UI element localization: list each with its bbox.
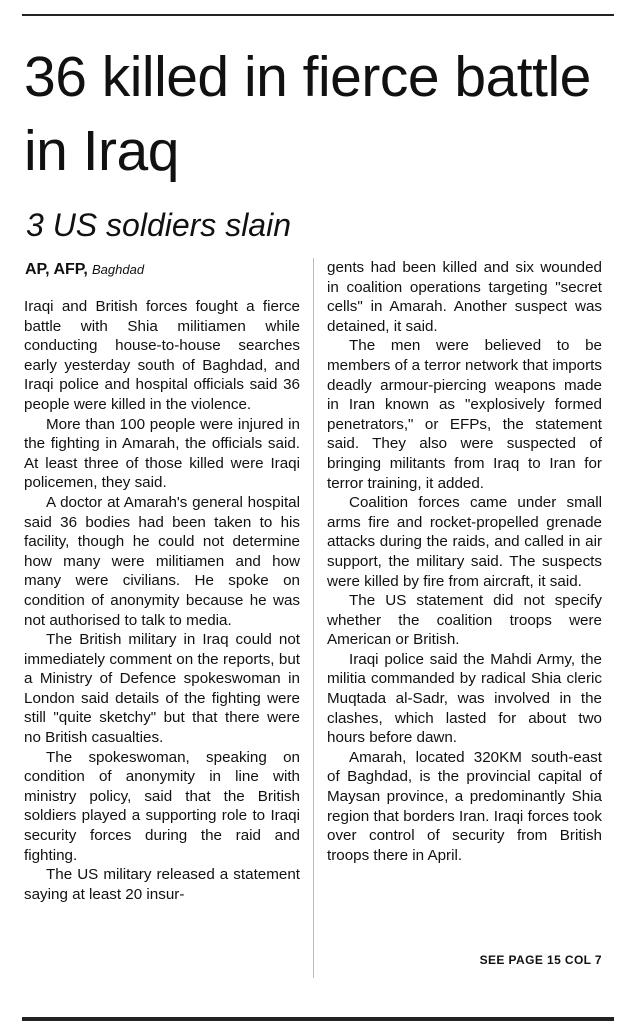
byline [25, 261, 144, 279]
top-rule [22, 14, 614, 16]
byline-agencies: AP, AFP, [25, 261, 88, 278]
article-paragraph: The US statement did not specify whether the coalition troops were American or British. [327, 592, 602, 649]
article-paragraph: The spokeswoman, speaking on condition of anonymity in line with ministry policy, said that the British soldiers played a supporting role to Iraqi security forces during the raid and fighting. [24, 748, 300, 864]
article-paragraph: Iraqi and British forces fought a fierce battle with Shia militiamen while conducting house-to-house searches early yesterday south of Baghdad, and Iraqi police and hospital officials said 36 people were killed in the violence. [24, 298, 300, 413]
article-paragraph: The British military in Iraq could not immediately comment on the reports, but a Ministry of Defence spokeswoman in London said details of the fighting were still "quite sketchy" but that there were no British casualties. [24, 631, 300, 747]
article-paragraph: gents had been killed and six wounded in coalition operations targeting "secret cells" in Amarah. Another suspect was detained, it said. [327, 259, 602, 335]
article-paragraph: Iraqi police said the Mahdi Army, the militia commanded by radical Shia cleric Muqtada al-Sadr, was involved in the clashes, which lasted for about two hours before dawn. [327, 650, 602, 747]
article-paragraph: Coalition forces came under small arms fire and rocket-propelled grenade attacks during the raids, and called in air support, the military said. The suspects were killed by fire from aircraft, it said. [327, 494, 602, 590]
headline: 36 killed in fierce battle in Iraq [24, 45, 591, 183]
article-column-left [24, 297, 300, 904]
article-paragraph: More than 100 people were injured in the fighting in Amarah, the officials said. At least three of those killed were Iraqi policemen, they said. [24, 415, 300, 492]
article-paragraph: The US military released a statement saying at least 20 insur- [24, 866, 300, 903]
byline-place: Baghdad [92, 262, 145, 277]
article-paragraph: The men were believed to be members of a terror network that imports deadly armour-piercing weapons made in Iran known as "explosively formed penetrators," or EFPs, the statement said. They also were suspected of bringing militants from Iraq to Iran for terror training, it added. [327, 337, 602, 492]
column-divider [313, 258, 314, 978]
subhead: 3 US soldiers slain [26, 207, 291, 243]
bottom-rule [22, 1017, 614, 1021]
continuation-jump-line: SEE PAGE 15 COL 7 [479, 953, 602, 967]
article-paragraph: A doctor at Amarah's general hospital said 36 bodies had been taken to his facility, though he could not determine how many were militiamen and how many were civilians. He spoke on condition of anonymity because he was not authorised to talk to media. [24, 493, 300, 629]
article-column-right [327, 258, 602, 865]
article-paragraph: Amarah, located 320KM south-east of Baghdad, is the provincial capital of Maysan province, a predominantly Shia region that borders Iran. Iraqi forces took over control of security from British troops there in April. [327, 748, 602, 864]
